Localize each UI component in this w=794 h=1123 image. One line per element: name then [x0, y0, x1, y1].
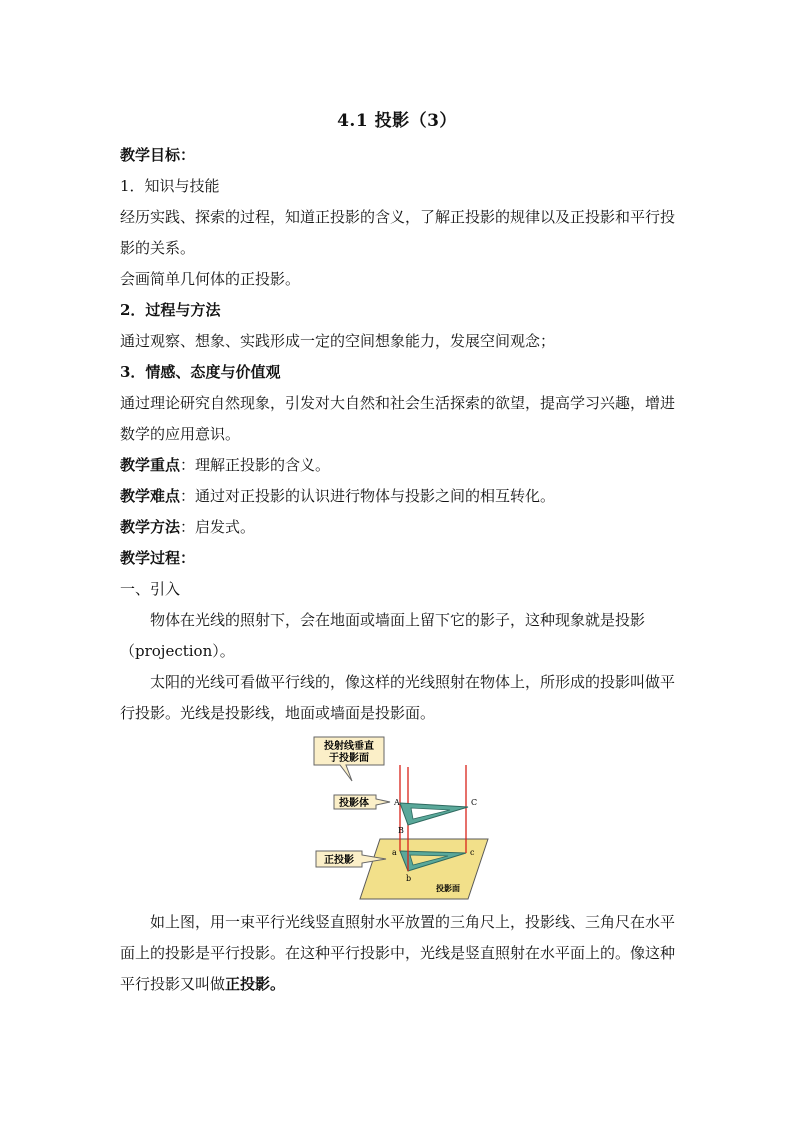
point-a: a — [392, 848, 397, 857]
page-title: 4.1 投影（3） — [337, 111, 457, 131]
object-label: 投影体 — [339, 798, 369, 809]
projection-figure — [120, 735, 680, 903]
orthographic-term: 正投影。 — [225, 975, 286, 993]
difficulty-label: 教学难点 — [120, 487, 181, 505]
difficulty-text: ：通过对正投影的认识进行物体与投影之间的相互转化。 — [180, 487, 556, 505]
callout-line-2: 于投影面 — [329, 753, 369, 764]
teaching-method — [120, 512, 680, 543]
method-label: 教学方法 — [120, 518, 181, 536]
paragraph-orthographic — [120, 907, 680, 1000]
point-c: c — [470, 848, 475, 857]
point-C: C — [471, 798, 478, 807]
paragraph-parallel-projection: 太阳的光线可看做平行线的，像这样的光线照射在物体上，所形成的投影叫做平行投影。光线是投影线，地面或墙面是投影面。 — [120, 673, 676, 722]
key-point-label: 教学重点 — [120, 456, 181, 474]
point-b: b — [406, 874, 412, 883]
callout-line-1: 投射线垂直 — [324, 741, 374, 752]
document-body — [120, 140, 680, 1000]
objective-1-text-2: 会画简单几何体的正投影。 — [120, 270, 301, 288]
point-B: B — [398, 826, 404, 835]
key-point — [120, 450, 680, 481]
projection-label: 正投影 — [324, 855, 354, 866]
section-intro-heading: 一、引入 — [120, 580, 181, 598]
orthographic-text: 如上图，用一束平行光线竖直照射水平放置的三角尺上，投影线、三角尺在水平面上的投影是平行投影。在这种平行投影中，光线是竖直照射在水平面上的。像这种平行投影又叫做 — [120, 913, 676, 993]
projection-plane — [360, 839, 488, 899]
objective-1-title: 1．知识与技能 — [120, 177, 220, 195]
objective-3-text: 通过理论研究自然现象，引发对大自然和社会生活探索的欲望，提高学习兴趣，增进数学的应用意识。 — [120, 394, 676, 443]
projection-diagram — [310, 735, 500, 903]
paragraph-projection: 物体在光线的照射下，会在地面或墙面上留下它的影子，这种现象就是投影（projection）。 — [120, 611, 646, 660]
objectives-heading: 教学目标： — [120, 146, 196, 164]
objective-1-text: 经历实践、探索的过程，知道正投影的含义，了解正投影的规律以及正投影和平行投影的关系。 — [120, 208, 676, 257]
plane-label: 投影面 — [436, 884, 460, 893]
objective-3-title: 3．情感、态度与价值观 — [120, 363, 281, 381]
method-text: ：启发式。 — [180, 518, 256, 536]
process-heading: 教学过程： — [120, 549, 196, 567]
objective-2-title: 2．过程与方法 — [120, 301, 221, 319]
objective-2-text: 通过观察、想象、实践形成一定的空间想象能力，发展空间观念； — [120, 332, 556, 350]
key-point-text: ：理解正投影的含义。 — [180, 456, 331, 474]
point-A: A — [394, 798, 400, 807]
difficulty-point — [120, 481, 680, 512]
